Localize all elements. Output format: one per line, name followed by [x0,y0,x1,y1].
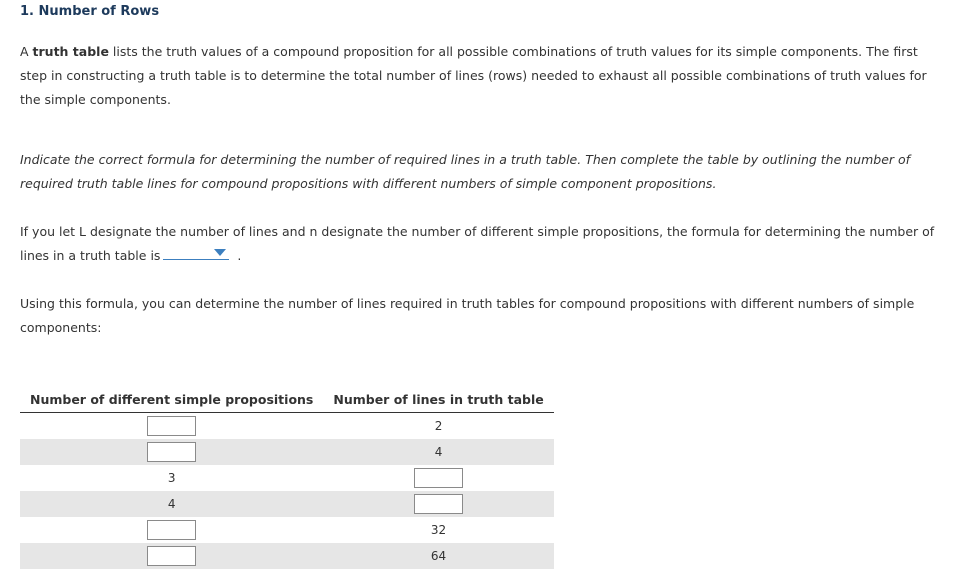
using-paragraph: Using this formula, you can determine the number of lines required in truth tables for compound propositions with different numbers of simple components: [20,296,915,335]
props-cell: 4 [20,491,323,517]
lines-cell: 2 [434,419,443,433]
table-row [20,543,554,569]
instructions-paragraph: Indicate the correct formula for determining the number of required lines in a truth table. Then complete the table by outlining the number of required truth table lines for compound propositions with different numbers of simple component propositions. [20,152,911,191]
intro-text: lists the truth values of a compound proposition for all possible combinations of truth values for its simple components. The first step in constructing a truth table is to determine the total number of lines (rows) needed to exhaust all possible combinations of truth values for the simple components. [20,44,927,107]
header-lines: Number of lines in truth table [323,386,553,413]
formula-dropdown[interactable] [163,244,229,260]
props-cell [20,543,323,569]
table-row [20,491,554,517]
formula-period: . [237,248,242,263]
question-title: 1. Number of Rows [20,4,160,19]
table-row [20,413,554,440]
truth-table-term: truth table [32,44,109,59]
lines-cell [323,465,553,491]
header-props: Number of different simple propositions [20,386,323,413]
props-cell [20,439,323,465]
table-row [20,465,554,491]
intro-prefix: A [20,44,29,59]
lines-cell: 64 [323,543,553,569]
props-input[interactable] [147,520,196,540]
props-input[interactable] [147,442,196,462]
chevron-down-icon [214,249,226,256]
intro-paragraph [20,40,945,112]
props-cell: 3 [167,471,176,485]
lines-input[interactable] [414,468,463,488]
lines-table [20,386,554,569]
formula-paragraph [20,220,945,268]
table-row [20,439,554,465]
props-cell [20,413,323,440]
props-cell [20,517,323,543]
table-row [20,517,554,543]
lines-cell: 32 [430,523,447,537]
formula-text: If you let L designate the number of lines and n designate the number of different simple propositions, the formula for determining the number of lines in a truth table is [20,224,935,263]
lines-cell [323,491,553,517]
props-input[interactable] [147,546,196,566]
lines-input[interactable] [414,494,463,514]
table-header-row [20,386,554,413]
lines-cell: 4 [323,439,553,465]
props-input[interactable] [147,416,196,436]
